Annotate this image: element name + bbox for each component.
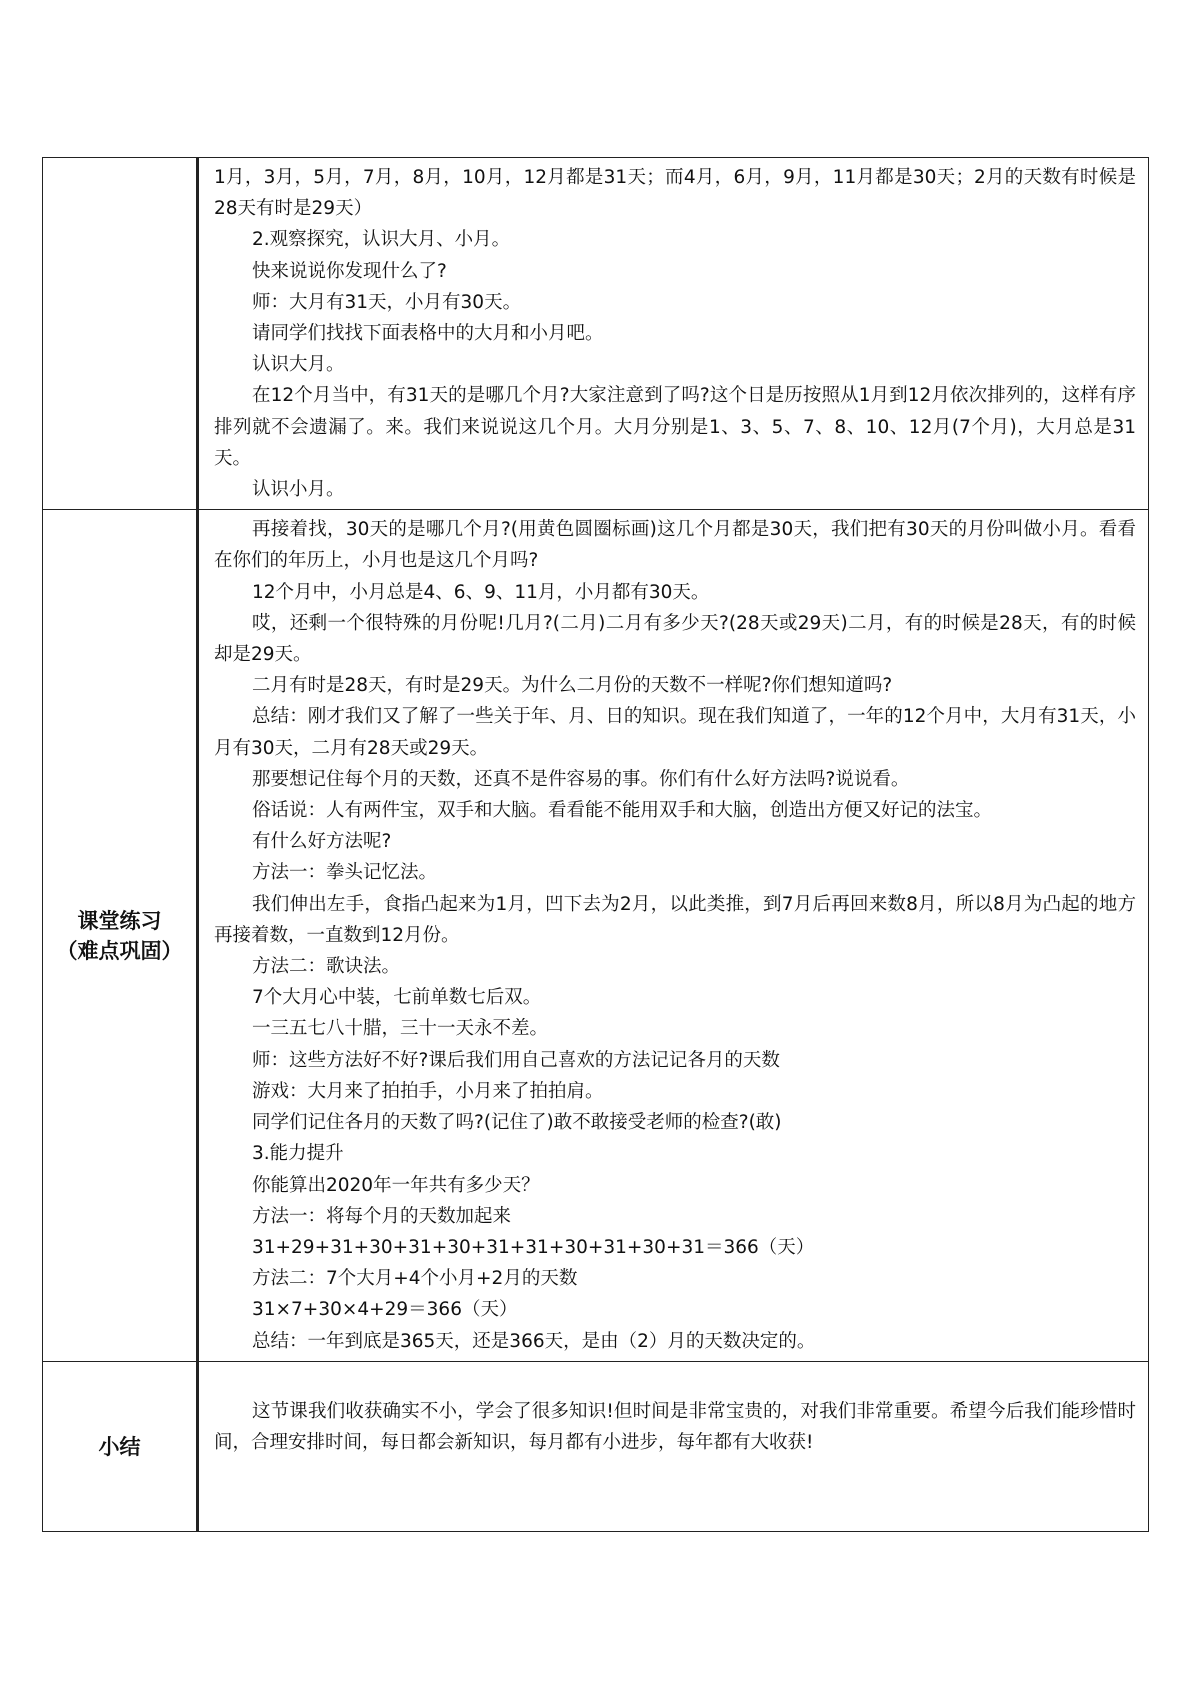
paragraph: 请同学们找找下面表格中的大月和小月吧。 — [252, 323, 604, 345]
paragraph: 方法一：拳头记忆法。 — [252, 862, 438, 884]
paragraph: 方法二：7个大月+4个小月+2月的天数 — [252, 1268, 578, 1290]
paragraph: 方法二：歌诀法。 — [252, 956, 401, 978]
table-row — [43, 158, 1149, 510]
paragraph: 二月有时是28天，有时是29天。为什么二月份的天数不一样呢?你们想知道吗? — [252, 675, 893, 697]
paragraph: 7个大月心中装，七前单数七后双。 — [252, 987, 542, 1009]
section-label: 小结 — [98, 1434, 141, 1459]
paragraph: 一三五七八十腊，三十一天永不差。 — [252, 1018, 549, 1040]
paragraph: 游戏：大月来了拍拍手，小月来了拍拍肩。 — [252, 1080, 604, 1102]
section-label-cell — [43, 510, 198, 1362]
section-content-cell — [198, 510, 1149, 1362]
lesson-plan-table — [42, 157, 1149, 1532]
paragraph: 我们伸出左手，食指凸起来为1月，凹下去为2月，以此类推，到7月后再回来数8月，所以8月为凸起的地方再接着数，一直数到12月份。 — [214, 893, 1136, 946]
paragraph: 总结：刚才我们又了解了一些关于年、月、日的知识。现在我们知道了，一年的12个月中，大月有31天，小月有30天，二月有28天或29天。 — [214, 706, 1136, 759]
section-label-cell — [43, 1362, 198, 1532]
section-label-cell — [43, 158, 198, 510]
paragraph: 2.观察探究，认识大月、小月。 — [252, 229, 511, 251]
paragraph: 快来说说你发现什么了? — [252, 260, 447, 282]
section-sublabel: （难点巩固） — [56, 938, 183, 963]
paragraph: 师：大月有31天，小月有30天。 — [252, 291, 522, 313]
paragraph: 总结：一年到底是365天，还是366天，是由（2）月的天数决定的。 — [252, 1330, 816, 1352]
paragraph: 方法一：将每个月的天数加起来 — [252, 1205, 512, 1227]
paragraph: 1月，3月，5月，7月，8月，10月，12月都是31天；而4月，6月，9月，11月都是30天；2月的天数有时候是28天有时是29天） — [214, 167, 1136, 220]
table-row — [43, 510, 1149, 1362]
paragraph: 认识大月。 — [252, 354, 345, 376]
paragraph: 认识小月。 — [252, 479, 345, 501]
paragraph: 12个月中，小月总是4、6、9、11月，小月都有30天。 — [252, 581, 710, 603]
paragraph: 3.能力提升 — [252, 1143, 344, 1165]
paragraph: 那要想记住每个月的天数，还真不是件容易的事。你们有什么好方法吗?说说看。 — [252, 768, 910, 790]
section-label: 课堂练习 — [77, 908, 162, 933]
paragraph: 你能算出2020年一年共有多少天？ — [252, 1174, 540, 1196]
paragraph: 这节课我们收获确实不小，学会了很多知识!但时间是非常宝贵的，对我们非常重要。希望今后我们能珍惜时间，合理安排时间，每日都会新知识，每月都有小进步，每年都有大收获! — [214, 1401, 1136, 1454]
table-row — [43, 1362, 1149, 1532]
paragraph: 师：这些方法好不好?课后我们用自己喜欢的方法记记各月的天数 — [252, 1049, 780, 1071]
paragraph: 再接着找，30天的是哪几个月?(用黄色圆圈标画)这几个月都是30天，我们把有30天的月份叫做小月。看看在你们的年历上，小月也是这几个月吗? — [214, 519, 1136, 572]
paragraph: 31×7+30×4+29＝366（天） — [252, 1299, 518, 1321]
paragraph: 在12个月当中，有31天的是哪几个月?大家注意到了吗?这个日是历按照从1月到12月依次排列的，这样有序排列就不会遗漏了。来。我们来说说这几个月。大月分别是1、3、5、7、8、10、12月(7个月)，大月总是31天。 — [214, 385, 1136, 469]
paragraph: 哎，还剩一个很特殊的月份呢!几月?(二月)二月有多少天?(28天或29天)二月，有的时候是28天，有的时候却是29天。 — [214, 612, 1136, 666]
paragraph: 31+29+31+30+31+30+31+31+30+31+30+31＝366（天） — [252, 1236, 815, 1258]
paragraph: 俗话说：人有两件宝，双手和大脑。看看能不能用双手和大脑，创造出方便又好记的法宝。 — [252, 800, 993, 822]
paragraph: 有什么好方法呢? — [252, 831, 392, 853]
section-content-cell — [198, 1362, 1149, 1532]
section-content-cell — [198, 158, 1149, 510]
paragraph: 同学们记住各月的天数了吗?(记住了)敢不敢接受老师的检查?(敢) — [252, 1112, 782, 1134]
